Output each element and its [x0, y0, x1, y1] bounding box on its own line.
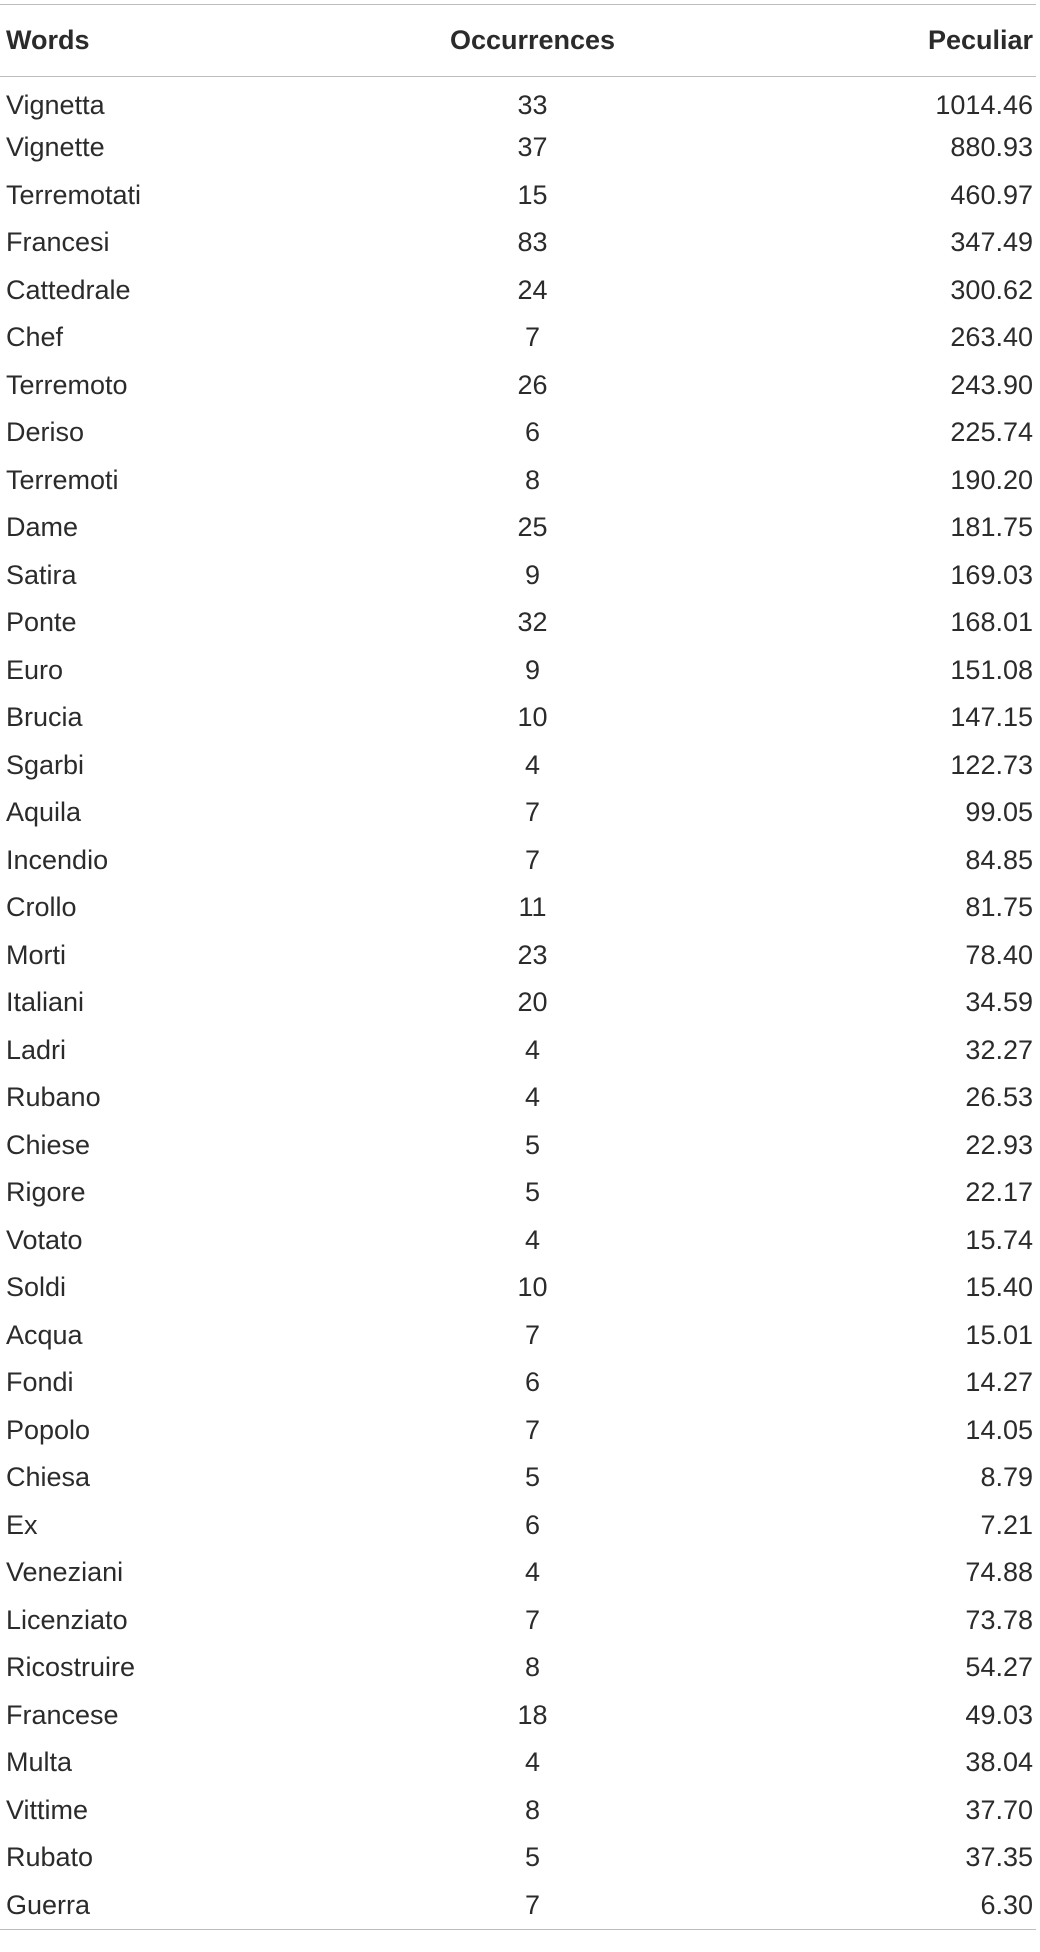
cell-occurrences: 4: [524, 1747, 541, 1778]
cell-peculiar: 151.08: [950, 654, 1033, 685]
cell-peculiar: 14.27: [965, 1367, 1033, 1398]
cell-peculiar: 6.30: [980, 1889, 1033, 1920]
cell-occurrences: 20: [517, 987, 548, 1018]
cell-peculiar: 1014.46: [935, 90, 1033, 120]
cell-word: Francese: [6, 1699, 119, 1730]
cell-occurrences: 6: [524, 1509, 541, 1540]
table-row: [0, 409, 1036, 457]
cell-word: Satira: [6, 559, 77, 590]
header-peculiar: Peculiar: [927, 25, 1033, 55]
cell-word: Vittime: [6, 1794, 89, 1825]
cell-word: Soldi: [6, 1272, 67, 1303]
words-table-container: [0, 4, 1036, 1930]
cell-word: Popolo: [6, 1414, 91, 1445]
cell-word: Veneziani: [6, 1557, 124, 1588]
cell-peculiar: 22.93: [965, 1129, 1033, 1160]
table-row: [0, 1122, 1036, 1170]
cell-occurrences: 4: [524, 1557, 541, 1588]
cell-occurrences: 4: [524, 1224, 541, 1255]
cell-peculiar: 15.01: [965, 1319, 1033, 1350]
cell-word: Chiesa: [6, 1462, 91, 1493]
cell-peculiar: 8.79: [980, 1462, 1033, 1493]
cell-word: Dame: [6, 512, 79, 543]
table-row: [0, 837, 1036, 885]
cell-word: Terremotati: [6, 179, 142, 210]
cell-word: Licenziato: [6, 1604, 128, 1635]
cell-peculiar: 22.17: [965, 1177, 1033, 1208]
cell-occurrences: 7: [524, 1889, 541, 1920]
cell-peculiar: 49.03: [965, 1699, 1033, 1730]
table-row: [0, 504, 1036, 552]
cell-word: Multa: [6, 1747, 73, 1778]
cell-occurrences: 8: [524, 1794, 541, 1825]
cell-word: Cattedrale: [6, 274, 131, 305]
table-row: [0, 1359, 1036, 1407]
table-row: [0, 1834, 1036, 1882]
cell-occurrences: 4: [524, 1082, 541, 1113]
table-row: [0, 1549, 1036, 1597]
cell-peculiar: 15.40: [965, 1272, 1033, 1303]
table-row: [0, 599, 1036, 647]
cell-word: Aquila: [6, 797, 82, 828]
cell-peculiar: 37.35: [965, 1842, 1033, 1873]
cell-occurrences: 25: [517, 512, 548, 543]
cell-peculiar: 169.03: [950, 559, 1033, 590]
table-header: [0, 5, 1036, 77]
cell-occurrences: 6: [524, 417, 541, 448]
table-row: [0, 1407, 1036, 1455]
cell-occurrences: 15: [517, 179, 548, 210]
cell-occurrences: 83: [517, 227, 548, 258]
cell-word: Chiese: [6, 1129, 91, 1160]
cell-occurrences: 9: [524, 654, 541, 685]
cell-word: Ponte: [6, 607, 77, 638]
cell-peculiar: 460.97: [950, 179, 1033, 210]
cell-peculiar: 26.53: [965, 1082, 1033, 1113]
cell-occurrences: 11: [518, 892, 547, 923]
header-occurrences: Occurrences: [449, 25, 616, 55]
cell-word: Terremoto: [6, 369, 128, 400]
cell-peculiar: 190.20: [950, 464, 1033, 495]
table-row: [0, 1597, 1036, 1645]
table-row: [0, 979, 1036, 1027]
table-row: [0, 1264, 1036, 1312]
cell-word: Incendio: [6, 844, 109, 875]
cell-word: Deriso: [6, 417, 85, 448]
cell-occurrences: 10: [517, 1272, 548, 1303]
cell-word: Terremoti: [6, 464, 119, 495]
table-row: [0, 124, 1036, 172]
cell-occurrences: 9: [524, 559, 541, 590]
cell-peculiar: 880.93: [950, 132, 1033, 163]
table-row: [0, 457, 1036, 505]
cell-occurrences: 5: [524, 1842, 541, 1873]
cell-word: Italiani: [6, 987, 85, 1018]
cell-peculiar: 168.01: [950, 607, 1033, 638]
cell-word: Vignette: [6, 132, 105, 163]
cell-peculiar: 74.88: [965, 1557, 1033, 1588]
cell-peculiar: 38.04: [965, 1747, 1033, 1778]
cell-occurrences: 23: [517, 939, 548, 970]
cell-occurrences: 7: [524, 1414, 541, 1445]
table-row: [0, 77, 1036, 125]
cell-peculiar: 263.40: [950, 322, 1033, 353]
table-row: [0, 884, 1036, 932]
cell-word: Morti: [6, 939, 66, 970]
table-row: [0, 172, 1036, 220]
cell-occurrences: 37: [517, 132, 548, 163]
cell-peculiar: 15.74: [965, 1224, 1033, 1255]
cell-word: Rubato: [6, 1842, 94, 1873]
cell-peculiar: 54.27: [965, 1652, 1033, 1683]
words-table: [0, 4, 1036, 1930]
cell-occurrences: 5: [524, 1177, 541, 1208]
cell-peculiar: 147.15: [950, 702, 1033, 733]
table-row: [0, 1787, 1036, 1835]
cell-peculiar: 99.05: [965, 797, 1033, 828]
cell-occurrences: 10: [517, 702, 548, 733]
cell-word: Fondi: [6, 1367, 74, 1398]
table-row: [0, 1644, 1036, 1692]
cell-occurrences: 7: [524, 797, 541, 828]
cell-occurrences: 33: [517, 90, 548, 120]
table-row: [0, 314, 1036, 362]
cell-occurrences: 18: [517, 1699, 548, 1730]
cell-occurrences: 7: [524, 1319, 541, 1350]
table-row: [0, 267, 1036, 315]
cell-occurrences: 7: [524, 1604, 541, 1635]
table-row: [0, 742, 1036, 790]
cell-word: Ex: [6, 1509, 38, 1540]
cell-peculiar: 225.74: [950, 417, 1033, 448]
table-row: [0, 1312, 1036, 1360]
cell-occurrences: 32: [517, 607, 548, 638]
table-body: [0, 77, 1036, 1930]
table-row: [0, 1739, 1036, 1787]
cell-peculiar: 243.90: [950, 369, 1033, 400]
cell-peculiar: 78.40: [965, 939, 1033, 970]
header-words: Words: [6, 25, 90, 55]
cell-word: Chef: [6, 322, 64, 353]
cell-peculiar: 34.59: [965, 987, 1033, 1018]
table-row: [0, 694, 1036, 742]
cell-word: Rubano: [6, 1082, 101, 1113]
cell-occurrences: 24: [517, 274, 548, 305]
cell-occurrences: 6: [524, 1367, 541, 1398]
cell-peculiar: 300.62: [950, 274, 1033, 305]
cell-occurrences: 4: [524, 1034, 541, 1065]
header-row: [0, 5, 1036, 77]
cell-peculiar: 37.70: [965, 1794, 1033, 1825]
cell-word: Ladri: [6, 1034, 67, 1065]
cell-word: Brucia: [6, 702, 83, 733]
cell-word: Euro: [6, 654, 64, 685]
cell-occurrences: 8: [524, 464, 541, 495]
cell-occurrences: 26: [517, 369, 548, 400]
cell-peculiar: 181.75: [950, 512, 1033, 543]
cell-peculiar: 14.05: [965, 1414, 1033, 1445]
cell-peculiar: 81.75: [965, 892, 1033, 923]
table-row: [0, 1169, 1036, 1217]
cell-word: Guerra: [6, 1889, 91, 1920]
cell-word: Francesi: [6, 227, 110, 258]
cell-peculiar: 7.21: [980, 1509, 1033, 1540]
table-row: [0, 1692, 1036, 1740]
table-row: [0, 552, 1036, 600]
table-row: [0, 1027, 1036, 1075]
cell-peculiar: 32.27: [965, 1034, 1033, 1065]
cell-occurrences: 5: [524, 1462, 541, 1493]
cell-occurrences: 5: [524, 1129, 541, 1160]
table-row: [0, 1882, 1036, 1930]
cell-occurrences: 4: [524, 749, 541, 780]
table-row: [0, 219, 1036, 267]
cell-word: Acqua: [6, 1319, 83, 1350]
cell-occurrences: 7: [524, 844, 541, 875]
cell-occurrences: 7: [524, 322, 541, 353]
table-row: [0, 1074, 1036, 1122]
table-row: [0, 1502, 1036, 1550]
table-row: [0, 362, 1036, 410]
cell-peculiar: 73.78: [965, 1604, 1033, 1635]
cell-word: Ricostruire: [6, 1652, 136, 1683]
table-row: [0, 932, 1036, 980]
table-row: [0, 647, 1036, 695]
cell-peculiar: 347.49: [950, 227, 1033, 258]
cell-word: Rigore: [6, 1177, 86, 1208]
table-row: [0, 1217, 1036, 1265]
cell-word: Crollo: [6, 892, 77, 923]
table-row: [0, 789, 1036, 837]
cell-peculiar: 84.85: [965, 844, 1033, 875]
table-row: [0, 1454, 1036, 1502]
cell-word: Votato: [6, 1224, 83, 1255]
cell-word: Vignetta: [6, 90, 105, 120]
cell-word: Sgarbi: [6, 749, 85, 780]
cell-peculiar: 122.73: [950, 749, 1033, 780]
cell-occurrences: 8: [524, 1652, 541, 1683]
